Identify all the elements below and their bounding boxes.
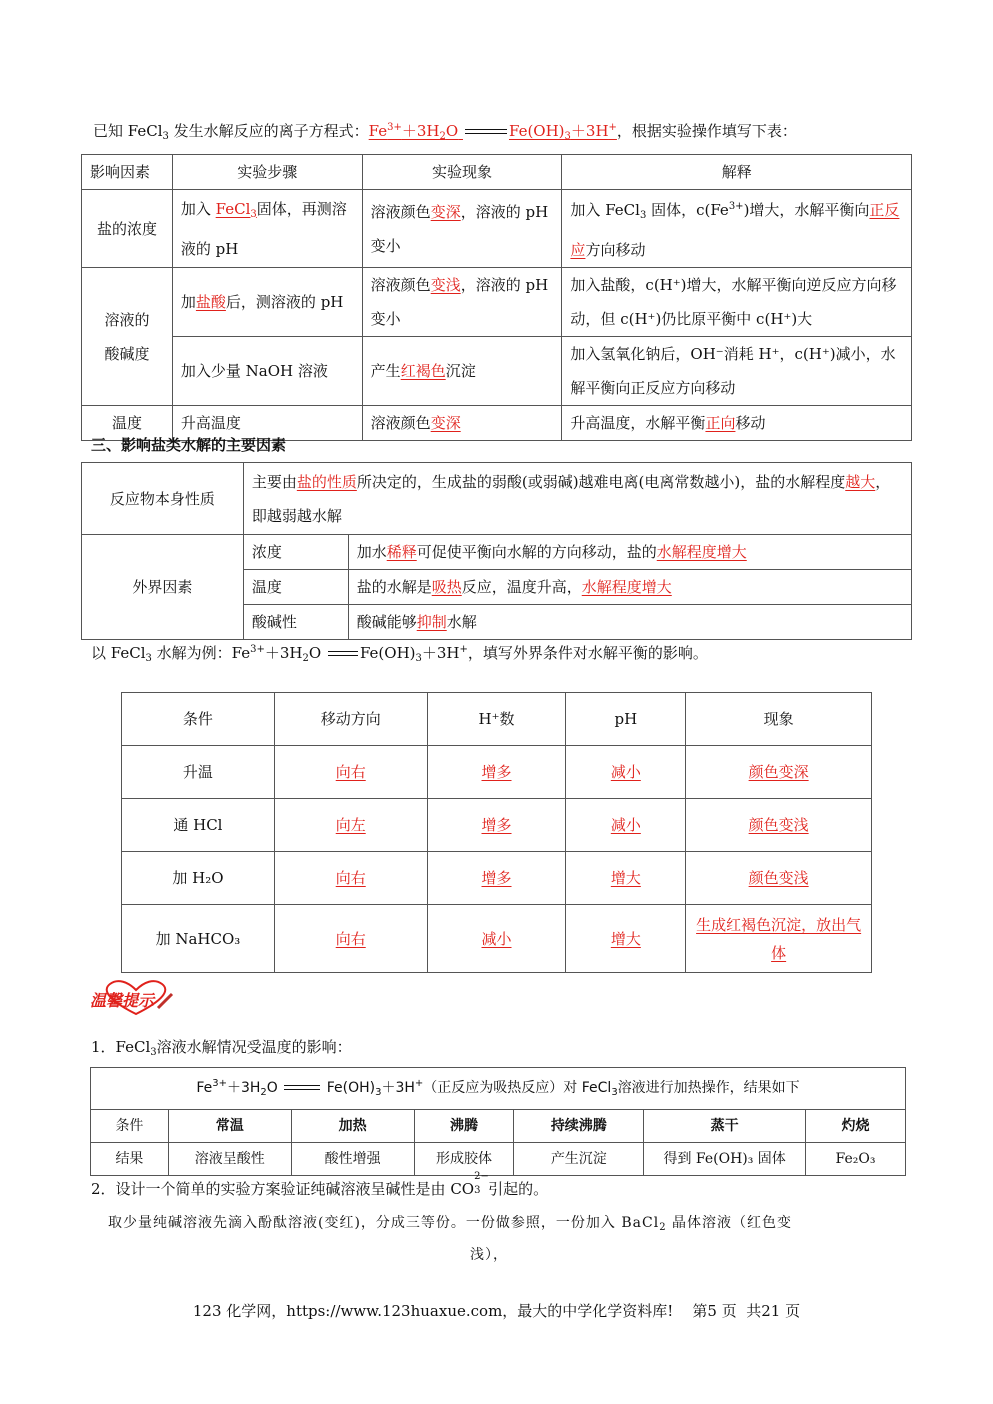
- cell-text: ＋3H: [226, 1080, 261, 1096]
- answer-cell: [566, 905, 686, 973]
- answer-cell: [427, 905, 566, 973]
- factor-cell: 温度: [82, 406, 173, 441]
- hydrolysis-equation: [369, 122, 617, 140]
- condition-cell: 加 NaHCO₃: [122, 905, 275, 973]
- sub-factor: 浓度: [243, 535, 348, 570]
- cell-text: Fe(OH): [326, 1080, 376, 1096]
- tip-1: [91, 1036, 352, 1058]
- eq-part: Fe(OH): [508, 122, 565, 140]
- cell-text: 固体，c(Fe: [646, 201, 729, 219]
- step-cell: [172, 190, 362, 268]
- experiment-table: [81, 154, 912, 441]
- subscript: 3: [150, 1047, 157, 1058]
- page-footer: 123 化学网，https://www.123huaxue.com，最大的中学化学资料库! 第5 页 共21 页: [192, 1302, 801, 1320]
- section-heading: 三、影响盐类水解的主要因素: [91, 436, 287, 454]
- cell-text: 产生: [370, 362, 401, 380]
- sub-factor-description: [348, 535, 911, 570]
- cell-text: 固体，再测溶液的 pH: [180, 199, 347, 258]
- answer-text: 颜色变浅: [748, 816, 809, 834]
- table-row: [91, 1068, 906, 1110]
- sub-factor: 酸碱性: [243, 605, 348, 640]
- answer-cell: [686, 799, 872, 852]
- header-cell: 解释: [562, 155, 912, 190]
- answer-text: 水解程度增大: [656, 543, 747, 561]
- header-cell: pH: [566, 693, 686, 746]
- table-row: [122, 746, 872, 799]
- step-cell: 加入少量 NaOH 溶液: [172, 337, 362, 406]
- header-cell: 现象: [686, 693, 872, 746]
- subscript: 2: [302, 653, 309, 664]
- equilibrium-arrow-icon: [326, 650, 360, 658]
- line-text: 水解为例：Fe: [151, 644, 251, 662]
- cell-text: 沉淀: [445, 362, 476, 380]
- factor-description: [243, 463, 911, 535]
- answer-text: 稀释: [386, 543, 417, 561]
- sub-factor: 温度: [243, 570, 348, 605]
- cell-text: （正反应为吸热反应）对 FeCl: [423, 1080, 612, 1096]
- equilibrium-arrow-icon: [463, 128, 509, 136]
- table-row: [122, 852, 872, 905]
- sub-sup-pair: [474, 1171, 489, 1196]
- answer-text: 抑制: [416, 613, 447, 631]
- subscript: 3: [639, 210, 647, 221]
- factor-label: 外界因素: [82, 535, 244, 640]
- cell-text: 加入: [180, 199, 216, 218]
- sub-factor-description: [348, 570, 911, 605]
- cell-text: ＋3H: [381, 1080, 415, 1096]
- condition-cell: 升温: [122, 746, 275, 799]
- sub-factor-description: [348, 605, 911, 640]
- answer-cell: [686, 852, 872, 905]
- answer-text: 变深: [430, 414, 461, 432]
- line-text: 以 FeCl: [91, 644, 146, 662]
- cell-text: )增大，水解平衡向: [743, 201, 870, 219]
- cell-text: ，溶液的 pH 变小: [370, 202, 549, 255]
- header-cell: H⁺数: [427, 693, 566, 746]
- superscript: 3+: [387, 122, 402, 133]
- table-header-row: [122, 693, 872, 746]
- header-cell: 影响因素: [82, 155, 173, 190]
- answer-cell: [427, 799, 566, 852]
- answer-cell: [274, 746, 427, 799]
- answer-cell: [274, 905, 427, 973]
- answer-cell: [274, 799, 427, 852]
- result-cell: 形成胶体: [414, 1143, 514, 1176]
- tip-badge: [88, 978, 184, 1018]
- condition-cell: 蒸干: [644, 1110, 806, 1143]
- equation-cell: [91, 1068, 906, 1110]
- subscript: 2: [659, 1222, 667, 1233]
- cell-text: 溶液颜色: [370, 202, 431, 221]
- factor-cell: 盐的浓度: [82, 190, 173, 268]
- answer-text: 增多: [481, 816, 512, 834]
- condition-cell: 加热: [291, 1110, 414, 1143]
- superscript: 3+: [728, 201, 744, 212]
- phenomenon-cell: [362, 337, 562, 406]
- header-cell: 条件: [122, 693, 275, 746]
- subscript: 3: [162, 131, 169, 142]
- answer-text: 正向: [705, 414, 736, 432]
- eq-part: ＋3H: [401, 122, 440, 140]
- line-text: Fe(OH): [359, 644, 416, 662]
- header-cell: 实验现象: [362, 155, 562, 190]
- factors-table: [81, 462, 912, 640]
- subscript: 3: [611, 1087, 618, 1098]
- intro-text: 发生水解反应的离子方程式：: [168, 122, 369, 140]
- superscript: 3+: [212, 1078, 227, 1089]
- condition-cell: 加 H₂O: [122, 852, 275, 905]
- superscript: 2−: [474, 1171, 489, 1182]
- cell-text: ，即越弱越水解: [251, 472, 891, 525]
- factor-cell: [82, 268, 173, 406]
- answer-text: 增大: [610, 869, 641, 887]
- cell-text: ，溶液的 pH 变小: [370, 276, 549, 328]
- cell-text: 溶液进行加热操作，结果如下: [617, 1080, 800, 1096]
- equilibrium-arrow-icon: [282, 1084, 322, 1092]
- line-text: ，填写外界条件对水解平衡的影响。: [467, 644, 708, 662]
- answer-text: 变浅: [430, 276, 461, 294]
- cell-text: 盐的水解是: [356, 578, 432, 596]
- answer-cell: [566, 852, 686, 905]
- table-row: [82, 535, 912, 570]
- answer-text: 向右: [335, 929, 366, 948]
- cell-text: 酸碱度: [104, 344, 150, 363]
- tip-text: 溶液水解情况受温度的影响：: [156, 1038, 352, 1056]
- answer-text: 水解程度增大: [581, 578, 672, 596]
- condition-cell: 持续沸腾: [514, 1110, 644, 1143]
- answer-cell: [427, 852, 566, 905]
- table-row: [91, 1143, 906, 1176]
- table-row: [82, 190, 912, 268]
- line-text: ＋3H: [264, 644, 303, 662]
- answer-text: 颜色变浅: [748, 869, 809, 887]
- tip-2-answer-line-2: 浅），: [470, 1247, 508, 1263]
- answer-cell: [274, 852, 427, 905]
- table-row: [82, 463, 912, 535]
- tip-2: [91, 1171, 549, 1199]
- cell-text: 溶液的: [104, 310, 150, 329]
- answer-text: 向左: [335, 816, 366, 834]
- answer-text: 吸热: [431, 578, 462, 596]
- step-cell: [172, 268, 362, 337]
- cell-text: FeCl: [215, 199, 251, 218]
- answer-text: 越大: [845, 472, 876, 491]
- cell-text: 主要由: [251, 472, 297, 491]
- answer-text: 红褐色: [400, 362, 446, 380]
- cell-text: 方向移动: [585, 241, 646, 259]
- answer-text: 减小: [610, 816, 641, 834]
- tip-text: 1．FeCl: [91, 1038, 151, 1056]
- cell-text: 可促使平衡向水解的方向移动，盐的: [416, 543, 657, 561]
- answer-text: 增大: [610, 929, 641, 948]
- subscript: 2: [260, 1087, 267, 1098]
- cell-text: 加水: [356, 543, 387, 561]
- eq-part: Fe: [368, 122, 388, 140]
- eq-part: ＋3H: [570, 122, 609, 140]
- subscript: 3: [415, 653, 422, 664]
- answer-text: 盐的性质: [296, 472, 357, 491]
- cell-text: 酸碱能够: [356, 613, 417, 631]
- intro-line: [93, 120, 913, 142]
- row-label: 结果: [91, 1143, 169, 1176]
- table-row: [122, 905, 872, 973]
- answer-cell: [566, 746, 686, 799]
- answer-text: 增多: [481, 869, 512, 887]
- factor-label: 反应物本身性质: [82, 463, 244, 535]
- explanation-cell: [562, 406, 912, 441]
- tip-badge-label: 温馨提示: [90, 991, 155, 1010]
- phenomenon-cell: [362, 268, 562, 337]
- answer-text: 减小: [481, 929, 512, 948]
- subscript: 2: [439, 131, 446, 142]
- cell-text: 所决定的，生成盐的弱酸(或弱碱)越难电离(电离常数越小)，盐的水解程度: [356, 472, 846, 491]
- result-cell: Fe₂O₃: [806, 1143, 906, 1176]
- condition-cell: 常温: [168, 1110, 291, 1143]
- eq-part: O: [445, 122, 459, 140]
- answer-text: 向右: [335, 763, 366, 781]
- answer-text: 变深: [430, 202, 461, 221]
- subscript: 3: [564, 131, 571, 142]
- line-text: ＋3H: [421, 644, 460, 662]
- cell-text: 溶液颜色: [370, 276, 431, 294]
- condition-cell: 灼烧: [806, 1110, 906, 1143]
- superscript: +: [414, 1078, 424, 1089]
- cell-text: 反应，温度升高，: [461, 578, 582, 596]
- answer-text: 生成红褐色沉淀，放出气体: [696, 915, 862, 962]
- answer-text: 减小: [610, 763, 641, 781]
- conditions-table: [121, 692, 872, 973]
- result-cell: 产生沉淀: [514, 1143, 644, 1176]
- condition-cell: 通 HCl: [122, 799, 275, 852]
- superscript: +: [608, 122, 617, 133]
- tip-text: 2．设计一个简单的实验方案验证纯碱溶液呈碱性是由 CO: [91, 1180, 475, 1198]
- cell-text: O: [266, 1080, 278, 1096]
- phenomenon-cell: [362, 190, 562, 268]
- answer-text: 颜色变深: [748, 763, 809, 781]
- row-label: 条件: [91, 1110, 169, 1143]
- superscript: +: [459, 644, 468, 655]
- answer-line: 取少量纯碱溶液先滴入酚酞溶液(变红)，分成三等份。一份做参照，一份加入 BaCl: [108, 1215, 660, 1231]
- explanation-cell: 加入盐酸，c(H⁺)增大，水解平衡向逆反应方向移动，但 c(H⁺)仍比原平衡中 c(H⁺)大: [562, 268, 912, 337]
- cell-text: 升高温度，水解平衡: [570, 414, 706, 432]
- cell-text: 移动: [735, 414, 766, 432]
- subscript: 3: [145, 653, 152, 664]
- cell-text: 加入 FeCl: [570, 201, 640, 219]
- result-cell: 溶液呈酸性: [168, 1143, 291, 1176]
- result-cell: 酸性增强: [291, 1143, 414, 1176]
- cell-text: 加: [180, 293, 196, 311]
- step-cell: 升高温度: [172, 406, 362, 441]
- subscript: 3: [474, 1185, 481, 1196]
- cell-text: 后，测溶液的 pH: [225, 293, 344, 311]
- intro-text: ，根据实验操作填写下表：: [616, 122, 797, 140]
- tip-text: 引起的。: [488, 1180, 549, 1198]
- result-cell: 得到 Fe(OH)₃ 固体: [644, 1143, 806, 1176]
- explanation-cell: [562, 190, 912, 268]
- subscript: 3: [250, 208, 257, 220]
- heating-table: [90, 1067, 906, 1176]
- answer-line: 晶体溶液（红色变: [666, 1215, 793, 1231]
- line-text: O: [308, 644, 322, 662]
- table-row: [82, 337, 912, 406]
- answer-text: 增多: [481, 763, 512, 781]
- answer-text: [216, 200, 257, 218]
- superscript: 3+: [250, 644, 265, 655]
- intro-text: 已知 FeCl: [93, 122, 163, 140]
- answer-cell: [427, 746, 566, 799]
- cell-text: 溶液颜色: [370, 414, 431, 432]
- header-cell: 移动方向: [274, 693, 427, 746]
- example-line: [91, 642, 708, 664]
- table-row: [82, 268, 912, 337]
- tip-2-answer: [108, 1212, 792, 1233]
- table-row: [122, 799, 872, 852]
- table-header-row: [82, 155, 912, 190]
- subscript: 3: [375, 1087, 382, 1098]
- answer-cell: [686, 905, 872, 973]
- cell-text: Fe: [196, 1080, 213, 1096]
- answer-text: 正反应: [570, 201, 900, 259]
- answer-cell: [566, 799, 686, 852]
- header-cell: 实验步骤: [172, 155, 362, 190]
- answer-cell: [686, 746, 872, 799]
- explanation-cell: 加入氢氧化钠后，OH⁻消耗 H⁺，c(H⁺)减小，水解平衡向正反应方向移动: [562, 337, 912, 406]
- answer-text: 盐酸: [195, 293, 226, 311]
- answer-text: 向右: [335, 869, 366, 887]
- phenomenon-cell: [362, 406, 562, 441]
- table-row: [91, 1110, 906, 1143]
- condition-cell: 沸腾: [414, 1110, 514, 1143]
- cell-text: 水解: [446, 613, 477, 631]
